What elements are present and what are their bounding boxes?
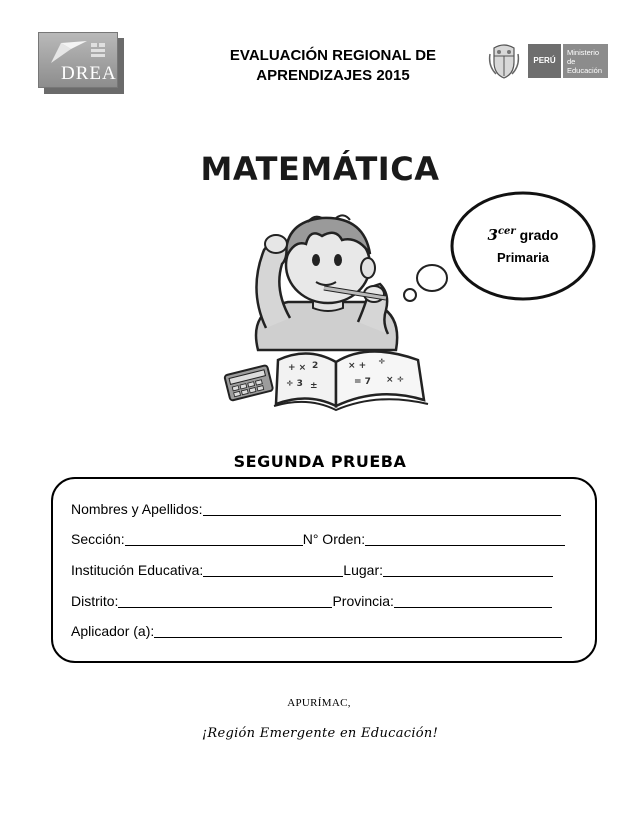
names-field[interactable] xyxy=(203,501,561,516)
svg-text:× ÷: × ÷ xyxy=(386,375,405,385)
section-label: Sección: xyxy=(71,531,125,547)
form-row-section xyxy=(71,531,565,547)
form-row-names xyxy=(71,501,561,517)
form-row-institution xyxy=(71,562,553,578)
test-title: SEGUNDA PRUEBA xyxy=(233,452,407,471)
district-label: Distrito: xyxy=(71,593,119,609)
grade-level: Primaria xyxy=(496,250,550,265)
drea-logo-text: DREA xyxy=(61,63,117,84)
svg-text:2: 2 xyxy=(312,361,319,371)
ministry-label-line2: de Educación xyxy=(567,57,603,75)
applicator-label: Aplicador (a): xyxy=(71,623,155,639)
svg-text:+ ×: + × xyxy=(288,363,307,373)
svg-text:÷: ÷ xyxy=(378,357,386,367)
province-label: Provincia: xyxy=(332,593,394,609)
svg-text:÷ 3: ÷ 3 xyxy=(286,379,303,389)
grade-bubble xyxy=(449,190,597,302)
institution-label: Institución Educativa: xyxy=(71,562,204,578)
svg-text:= 7: = 7 xyxy=(354,377,371,387)
district-field[interactable] xyxy=(118,593,332,608)
section-field[interactable] xyxy=(125,531,303,546)
coat-of-arms-icon xyxy=(488,42,520,80)
subject-title: MATEMÁTICA xyxy=(200,150,440,188)
grade-number: 3 xyxy=(487,226,498,244)
header-title xyxy=(200,46,466,86)
order-number-label: N° Orden: xyxy=(302,531,366,547)
drea-logo xyxy=(38,32,118,88)
order-number-field[interactable] xyxy=(365,531,565,546)
form-row-applicator xyxy=(71,623,562,639)
names-label: Nombres y Apellidos: xyxy=(71,501,203,517)
header-title-line2: APRENDIZAJES 2015 xyxy=(256,67,410,84)
svg-text:±: ± xyxy=(310,381,318,391)
place-field[interactable] xyxy=(383,562,553,577)
svg-text:× +: × + xyxy=(348,361,367,371)
ministry-label-line1: Ministerio xyxy=(567,48,600,57)
student-info-form xyxy=(51,477,597,663)
grade-word: grado xyxy=(519,227,559,243)
institution-field[interactable] xyxy=(203,562,343,577)
grade-label xyxy=(449,226,597,244)
applicator-field[interactable] xyxy=(154,623,562,638)
header-title-line1: EVALUACIÓN REGIONAL DE xyxy=(229,47,437,64)
peru-label: PERÚ xyxy=(528,44,561,78)
footer-place: APURÍMAC, xyxy=(287,697,351,709)
ministry-label xyxy=(563,44,608,78)
place-label: Lugar: xyxy=(343,562,383,578)
grade-ordinal: cer xyxy=(497,226,516,237)
ministry-logo xyxy=(488,42,608,80)
province-field[interactable] xyxy=(394,593,552,608)
form-row-district xyxy=(71,593,552,609)
footer-motto: ¡Región Emergente en Educación! xyxy=(201,726,439,741)
